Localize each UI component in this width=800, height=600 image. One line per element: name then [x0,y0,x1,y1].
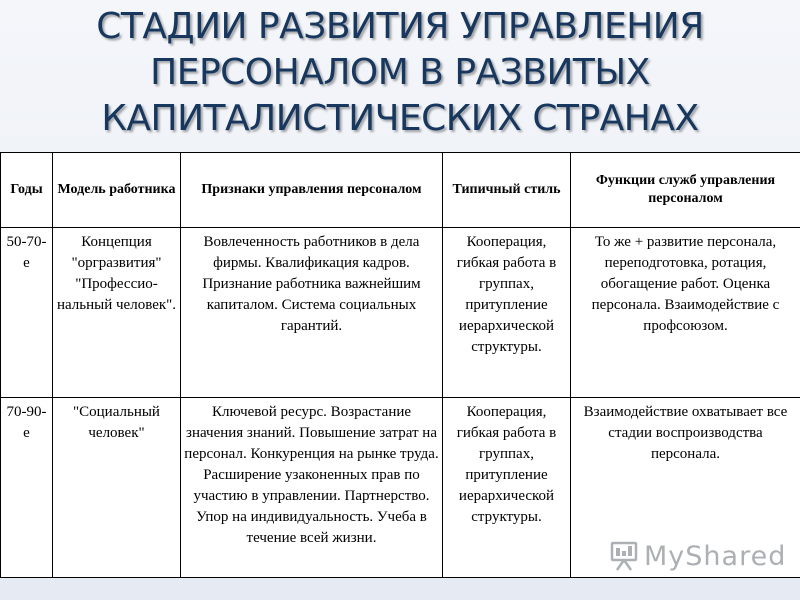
header-style: Типичный стиль [443,153,571,228]
cell-model: "Социальный человек" [53,398,181,578]
cell-signs: Вовлеченность работников в дела фирмы. Квалификация кадров. Признание работника важнейшим капиталом. Система социальных гарантий. [181,228,443,398]
header-signs: Признаки управления персоналом [181,153,443,228]
stages-table [0,152,800,578]
cell-functions: То же + развитие персонала, переподготовка, ротация, обогащение работ. Оценка персонала. Взаимодействие с профсоюзом. [571,228,800,398]
cell-style: Кооперация, гибкая работа в группах, притупление иерархической структуры. [443,228,571,398]
header-years: Годы [1,153,53,228]
cell-model: Концепция "оргразвития" "Профессиональный человек". [53,228,181,398]
header-model: Модель работника [53,153,181,228]
title-line-1: СТАДИИ РАЗВИТИЯ УПРАВЛЕНИЯ [96,6,704,47]
watermark-text: MyShared [644,540,787,572]
table-header-row [1,153,800,228]
table-row [1,228,800,398]
header-functions: Функции служб управления персоналом [571,153,800,228]
title-line-2: ПЕРСОНАЛОМ В РАЗВИТЫХ [150,52,650,93]
cell-style: Кооперация, гибкая работа в группах, притупление иерархической структуры. [443,398,571,578]
page-title [0,4,800,142]
watermark [608,536,786,576]
presentation-board-icon [608,540,640,572]
title-line-3: КАПИТАЛИСТИЧЕСКИХ СТРАНАХ [101,98,699,139]
cell-years: 70-90-е [1,398,53,578]
cell-years: 50-70-е [1,228,53,398]
cell-signs: Ключевой ресурс. Возрастание значения знаний. Повышение затрат на персонал. Конкуренция на рынке труда. Расширение узаконенных прав по участию в управлении. Партнерство. Упор на индивидуальность. Учеба в течение всей жизни. [181,398,443,578]
cell-functions: Взаимодействие охватывает все стадии воспроизводства персонала. [571,398,800,578]
